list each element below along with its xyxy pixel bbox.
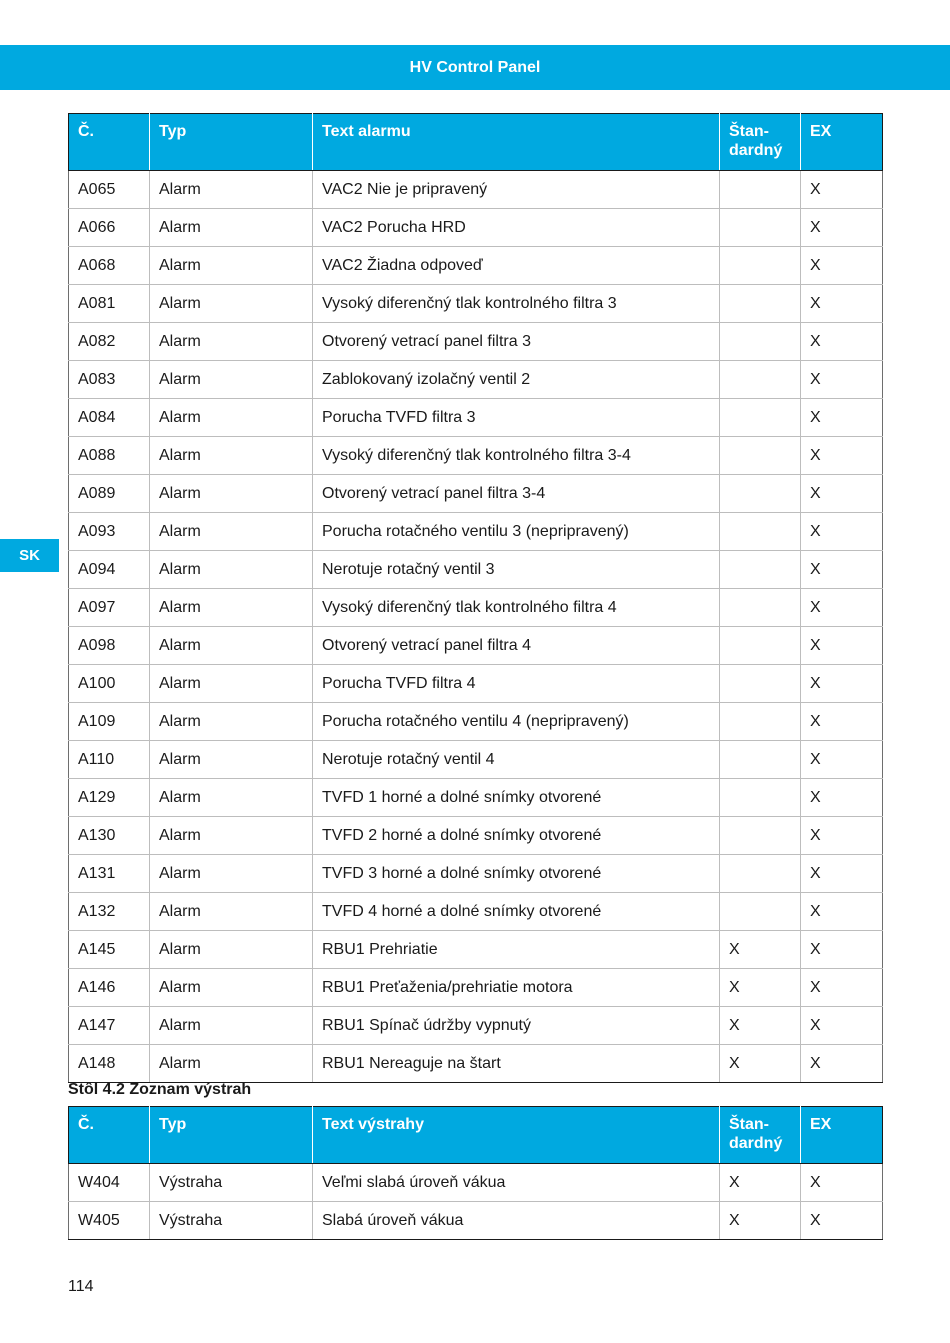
cell-ex: X xyxy=(801,931,883,969)
cell-ex: X xyxy=(801,551,883,589)
column-header-ex: EX xyxy=(801,114,883,171)
column-header-text: Text alarmu xyxy=(313,114,720,171)
cell-text: Vysoký diferenčný tlak kontrolného filtra 3-4 xyxy=(313,437,720,475)
cell-standard xyxy=(720,665,801,703)
cell-type: Alarm xyxy=(150,399,313,437)
cell-number: A129 xyxy=(69,779,150,817)
cell-ex: X xyxy=(801,513,883,551)
cell-text: TVFD 3 horné a dolné snímky otvorené xyxy=(313,855,720,893)
cell-type: Alarm xyxy=(150,361,313,399)
cell-text: VAC2 Žiadna odpoveď xyxy=(313,247,720,285)
column-header-number: Č. xyxy=(69,114,150,171)
table-row xyxy=(69,741,883,779)
cell-text: TVFD 2 horné a dolné snímky otvorené xyxy=(313,817,720,855)
table-row xyxy=(69,893,883,931)
cell-number: A100 xyxy=(69,665,150,703)
cell-standard xyxy=(720,741,801,779)
cell-text: VAC2 Porucha HRD xyxy=(313,209,720,247)
cell-number: A110 xyxy=(69,741,150,779)
cell-number: A082 xyxy=(69,323,150,361)
cell-standard xyxy=(720,551,801,589)
cell-type: Alarm xyxy=(150,1007,313,1045)
page-number: 114 xyxy=(68,1278,94,1295)
table-row xyxy=(69,399,883,437)
cell-ex: X xyxy=(801,1007,883,1045)
cell-ex: X xyxy=(801,323,883,361)
cell-standard xyxy=(720,513,801,551)
cell-number: A089 xyxy=(69,475,150,513)
cell-type: Výstraha xyxy=(150,1164,313,1202)
column-header-standard: Štan- dardný xyxy=(720,1107,801,1164)
cell-number: A083 xyxy=(69,361,150,399)
cell-number: A065 xyxy=(69,171,150,209)
cell-type: Alarm xyxy=(150,209,313,247)
cell-number: A081 xyxy=(69,285,150,323)
cell-text: Otvorený vetrací panel filtra 4 xyxy=(313,627,720,665)
cell-ex: X xyxy=(801,817,883,855)
cell-type: Alarm xyxy=(150,817,313,855)
cell-type: Alarm xyxy=(150,969,313,1007)
table-row xyxy=(69,627,883,665)
cell-standard xyxy=(720,171,801,209)
cell-type: Alarm xyxy=(150,475,313,513)
cell-number: A130 xyxy=(69,817,150,855)
cell-number: A097 xyxy=(69,589,150,627)
cell-text: Slabá úroveň vákua xyxy=(313,1202,720,1240)
cell-ex: X xyxy=(801,969,883,1007)
cell-type: Alarm xyxy=(150,323,313,361)
cell-number: A098 xyxy=(69,627,150,665)
table-row xyxy=(69,209,883,247)
cell-number: A132 xyxy=(69,893,150,931)
cell-standard xyxy=(720,589,801,627)
warning-table xyxy=(68,1106,883,1240)
table-row xyxy=(69,551,883,589)
language-tab xyxy=(0,539,59,572)
cell-standard xyxy=(720,247,801,285)
page-header xyxy=(0,45,950,90)
cell-type: Alarm xyxy=(150,551,313,589)
table-row xyxy=(69,361,883,399)
column-header-ex: EX xyxy=(801,1107,883,1164)
table-row xyxy=(69,1202,883,1240)
cell-number: A147 xyxy=(69,1007,150,1045)
cell-ex: X xyxy=(801,361,883,399)
column-header-type: Typ xyxy=(150,1107,313,1164)
cell-type: Alarm xyxy=(150,665,313,703)
cell-type: Alarm xyxy=(150,855,313,893)
cell-standard: X xyxy=(720,1164,801,1202)
cell-standard xyxy=(720,209,801,247)
table-row xyxy=(69,1164,883,1202)
cell-standard xyxy=(720,627,801,665)
column-header-standard: Štan- dardný xyxy=(720,114,801,171)
cell-type: Alarm xyxy=(150,931,313,969)
column-header-number: Č. xyxy=(69,1107,150,1164)
cell-number: A146 xyxy=(69,969,150,1007)
cell-ex: X xyxy=(801,855,883,893)
cell-ex: X xyxy=(801,437,883,475)
cell-standard: X xyxy=(720,931,801,969)
table-row xyxy=(69,969,883,1007)
cell-text: Vysoký diferenčný tlak kontrolného filtra 4 xyxy=(313,589,720,627)
column-header-text: Text výstrahy xyxy=(313,1107,720,1164)
language-tab-label: SK xyxy=(19,547,40,564)
table-caption: Stôl 4.2 Zoznam výstrah xyxy=(68,1081,252,1098)
cell-number: A131 xyxy=(69,855,150,893)
cell-standard: X xyxy=(720,969,801,1007)
table-row xyxy=(69,285,883,323)
cell-type: Alarm xyxy=(150,893,313,931)
cell-ex: X xyxy=(801,627,883,665)
cell-type: Alarm xyxy=(150,171,313,209)
table-row xyxy=(69,1007,883,1045)
cell-text: Nerotuje rotačný ventil 3 xyxy=(313,551,720,589)
cell-text: RBU1 Preťaženia/prehriatie motora xyxy=(313,969,720,1007)
table-row xyxy=(69,513,883,551)
cell-number: A093 xyxy=(69,513,150,551)
cell-type: Alarm xyxy=(150,513,313,551)
cell-number: A088 xyxy=(69,437,150,475)
cell-text: RBU1 Nereaguje na štart xyxy=(313,1045,720,1083)
table-header-row xyxy=(69,114,883,171)
cell-number: W404 xyxy=(69,1164,150,1202)
cell-ex: X xyxy=(801,589,883,627)
cell-standard xyxy=(720,323,801,361)
cell-text: RBU1 Spínač údržby vypnutý xyxy=(313,1007,720,1045)
alarm-table xyxy=(68,113,883,1083)
table-row xyxy=(69,171,883,209)
cell-text: Zablokovaný izolačný ventil 2 xyxy=(313,361,720,399)
table-row xyxy=(69,323,883,361)
table-row xyxy=(69,779,883,817)
cell-ex: X xyxy=(801,475,883,513)
cell-standard xyxy=(720,893,801,931)
table-row xyxy=(69,437,883,475)
cell-ex: X xyxy=(801,779,883,817)
cell-text: Porucha rotačného ventilu 3 (nepripravený) xyxy=(313,513,720,551)
cell-number: A066 xyxy=(69,209,150,247)
cell-type: Alarm xyxy=(150,589,313,627)
cell-text: Porucha rotačného ventilu 4 (nepripravený) xyxy=(313,703,720,741)
cell-text: Nerotuje rotačný ventil 4 xyxy=(313,741,720,779)
cell-standard xyxy=(720,817,801,855)
cell-ex: X xyxy=(801,285,883,323)
cell-text: VAC2 Nie je pripravený xyxy=(313,171,720,209)
table-row xyxy=(69,665,883,703)
table-row xyxy=(69,1045,883,1083)
cell-standard xyxy=(720,399,801,437)
cell-text: RBU1 Prehriatie xyxy=(313,931,720,969)
cell-standard xyxy=(720,779,801,817)
cell-standard xyxy=(720,361,801,399)
cell-standard: X xyxy=(720,1007,801,1045)
cell-text: Porucha TVFD filtra 3 xyxy=(313,399,720,437)
cell-type: Alarm xyxy=(150,779,313,817)
table-row xyxy=(69,475,883,513)
cell-ex: X xyxy=(801,665,883,703)
cell-type: Alarm xyxy=(150,703,313,741)
cell-text: Vysoký diferenčný tlak kontrolného filtra 3 xyxy=(313,285,720,323)
cell-text: Otvorený vetrací panel filtra 3-4 xyxy=(313,475,720,513)
cell-ex: X xyxy=(801,171,883,209)
cell-type: Alarm xyxy=(150,285,313,323)
cell-ex: X xyxy=(801,1164,883,1202)
cell-ex: X xyxy=(801,703,883,741)
table-row xyxy=(69,817,883,855)
cell-ex: X xyxy=(801,893,883,931)
cell-ex: X xyxy=(801,399,883,437)
cell-standard: X xyxy=(720,1045,801,1083)
cell-type: Alarm xyxy=(150,741,313,779)
cell-number: A109 xyxy=(69,703,150,741)
table-row xyxy=(69,855,883,893)
cell-number: W405 xyxy=(69,1202,150,1240)
cell-ex: X xyxy=(801,1202,883,1240)
cell-text: TVFD 4 horné a dolné snímky otvorené xyxy=(313,893,720,931)
cell-number: A148 xyxy=(69,1045,150,1083)
header-title: HV Control Panel xyxy=(409,58,541,76)
cell-ex: X xyxy=(801,247,883,285)
cell-number: A068 xyxy=(69,247,150,285)
column-header-type: Typ xyxy=(150,114,313,171)
table-row xyxy=(69,931,883,969)
cell-text: TVFD 1 horné a dolné snímky otvorené xyxy=(313,779,720,817)
cell-text: Otvorený vetrací panel filtra 3 xyxy=(313,323,720,361)
cell-standard xyxy=(720,285,801,323)
cell-standard: X xyxy=(720,1202,801,1240)
cell-number: A094 xyxy=(69,551,150,589)
cell-type: Alarm xyxy=(150,437,313,475)
cell-ex: X xyxy=(801,741,883,779)
cell-type: Výstraha xyxy=(150,1202,313,1240)
cell-type: Alarm xyxy=(150,627,313,665)
table-row xyxy=(69,589,883,627)
table-row xyxy=(69,703,883,741)
cell-ex: X xyxy=(801,209,883,247)
cell-text: Porucha TVFD filtra 4 xyxy=(313,665,720,703)
cell-ex: X xyxy=(801,1045,883,1083)
cell-number: A145 xyxy=(69,931,150,969)
cell-standard xyxy=(720,855,801,893)
table-row xyxy=(69,247,883,285)
table-header-row xyxy=(69,1107,883,1164)
cell-number: A084 xyxy=(69,399,150,437)
cell-standard xyxy=(720,475,801,513)
cell-standard xyxy=(720,703,801,741)
cell-text: Veľmi slabá úroveň vákua xyxy=(313,1164,720,1202)
cell-type: Alarm xyxy=(150,1045,313,1083)
cell-standard xyxy=(720,437,801,475)
cell-type: Alarm xyxy=(150,247,313,285)
